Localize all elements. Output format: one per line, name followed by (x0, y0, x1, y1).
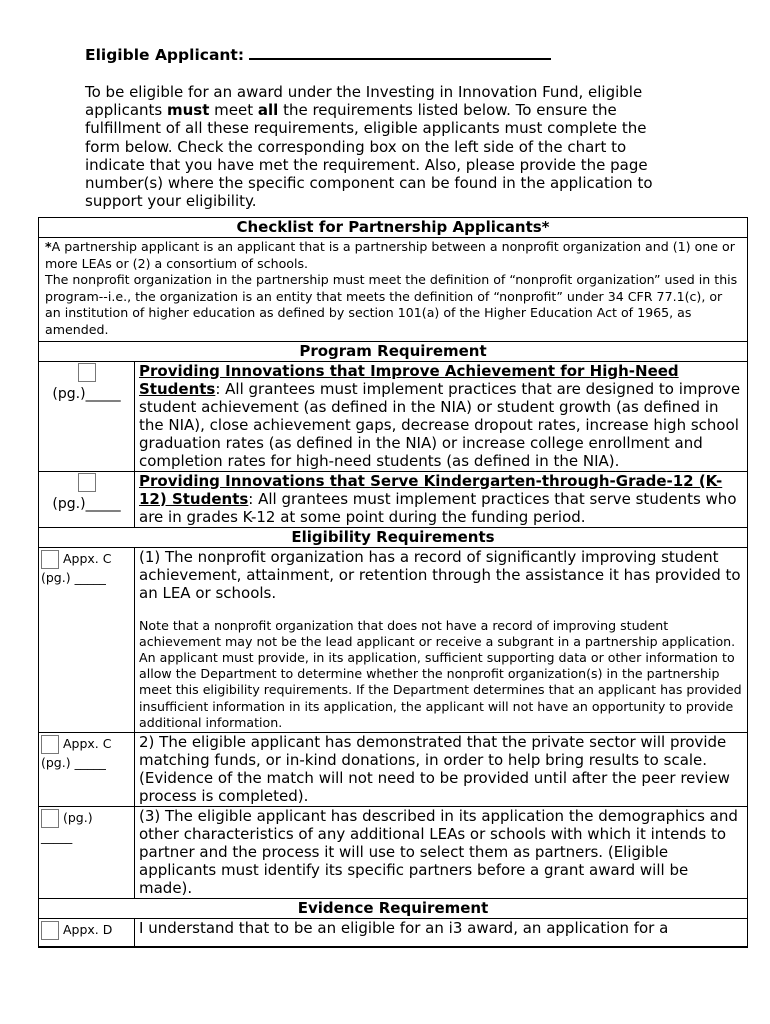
eligibility-2-check-cell (39, 732, 135, 806)
evidence-requirement-heading: Evidence Requirement (39, 898, 748, 918)
program-requirement-heading: Program Requirement (39, 341, 748, 361)
eligibility-1-page-field[interactable]: (pg.) _____ (41, 569, 106, 585)
program-2-body: : All grantees must implement practices that serve students who are in grades K-12 at some point during the funding period. (139, 489, 737, 526)
intro-paragraph (85, 83, 685, 210)
program-2-check-cell (39, 471, 135, 527)
eligibility-2-text (135, 732, 748, 806)
checklist-title: Checklist for Partnership Applicants* (39, 218, 748, 238)
program-row-2 (39, 471, 748, 527)
eligibility-1-check-cell (39, 547, 135, 732)
eligibility-2-appx: Appx. C (62, 735, 112, 751)
evidence-row-1 (39, 918, 748, 947)
eligibility-3-appx: (pg.) (62, 809, 93, 825)
program-1-check-cell (39, 361, 135, 471)
eligibility-2-checkbox[interactable] (41, 735, 59, 754)
program-1-text (135, 361, 748, 471)
program-1-title: Providing Innovations that Improve Achievement for High-Need Students (139, 361, 679, 398)
eligibility-1-note: Note that a nonprofit organization that does not have a record of improving student achievement may not be the lead applicant or receive a subgrant in a partnership application. An applicant must provide, in its application, sufficient supporting data or other information to allow the Department to determine whether the nonprofit organization(s) in the partnership meet this eligibility requirements. If the Department determines that an applicant has provided insufficient information in its application, the applicant will not have an opportunity to provide additional information. (139, 617, 742, 730)
eligibility-1-appx: Appx. C (62, 550, 112, 566)
program-2-page-field[interactable]: (pg.)_____ (52, 495, 121, 512)
eligibility-3-check-cell (39, 806, 135, 898)
intro-text-1: To be eligible for an award under the Investing in Innovation Fund, eligible applicants (85, 83, 643, 120)
intro-text-3: the requirements listed below. To ensure the fulfillment of all these requirements, eligible applicants must complete the form below. Check the corresponding box on the left side of the chart to indicate that you have met the requirement. Also, please provide the page number(s) where the specific component can be found in the application to support your eligibility. (85, 101, 653, 211)
eligible-applicant-field[interactable] (249, 44, 551, 60)
program-1-page-field[interactable]: (pg.)_____ (52, 385, 121, 402)
evidence-1-check-cell (39, 918, 135, 947)
eligible-applicant-header (85, 44, 685, 64)
eligibility-1-text (135, 547, 748, 732)
program-2-title: Providing Innovations that Serve Kindergarten-through-Grade-12 (K-12) Students (139, 471, 723, 508)
eligibility-row-2 (39, 732, 748, 806)
eligibility-row-1 (39, 547, 748, 732)
eligibility-2-page-field[interactable]: (pg.) _____ (41, 754, 106, 770)
program-2-text (135, 471, 748, 527)
evidence-1-checkbox[interactable] (41, 921, 59, 940)
definition-star: * (45, 239, 52, 254)
evidence-1-body: I understand that to be an eligible for an i3 award, an application for a (139, 918, 669, 937)
eligibility-1-body: (1) The nonprofit organization has a record of significantly improving student achievement, attainment, or retention through the assistance it has provided to an LEA or schools. (139, 547, 741, 602)
partnership-definition (39, 238, 748, 342)
eligibility-3-body: (3) The eligible applicant has described in its application the demographics and other characteristics of any additional LEAs or schools with which it intends to partner and the process it will use to select them as partners. (Eligible applicants must identify its specific partners before a grant award will be made). (139, 806, 738, 897)
program-1-body: : All grantees must implement practices that are designed to improve student achievement (as defined in the NIA) or student growth (as defined in the NIA), close achievement gaps, decrease dropout rates, increase high school graduation rates (as defined in the NIA) or increase college enrollment and completion rates for high-need students (as defined in the NIA). (139, 379, 741, 470)
eligibility-2-body: 2) The eligible applicant has demonstrated that the private sector will provide matching funds, or in-kind donations, in order to help bring results to scale. (Evidence of the match will not need to be provided until after the peer review process is completed). (139, 732, 730, 805)
intro-text-2: meet (209, 101, 258, 120)
intro-must: must (166, 101, 210, 120)
definition-text-1: A partnership applicant is an applicant that is a partnership between a nonprofit organization and (1) one or more LEAs or (2) a consortium of schools. (45, 239, 735, 271)
eligibility-requirements-heading: Eligibility Requirements (39, 527, 748, 547)
program-1-checkbox[interactable] (78, 363, 96, 382)
evidence-1-appx: Appx. D (62, 921, 113, 937)
program-row-1 (39, 361, 748, 471)
eligibility-row-3 (39, 806, 748, 898)
program-2-checkbox[interactable] (78, 473, 96, 492)
eligibility-3-page-field[interactable]: _____ (41, 828, 73, 844)
eligibility-3-text (135, 806, 748, 898)
eligibility-3-checkbox[interactable] (41, 809, 59, 828)
definition-text-2: The nonprofit organization in the partnership must meet the definition of “nonprofit organization” used in this program--i.e., the organization is an entity that meets the definition of “nonprofit” under 34 CFR 77.1(c), or an institution of higher education as defined by section 101(a) of the Higher Education Act of 1965, as amended. (45, 272, 738, 337)
eligibility-1-checkbox[interactable] (41, 550, 59, 569)
evidence-1-text (135, 918, 748, 947)
eligible-applicant-label: Eligible Applicant: (85, 46, 245, 64)
intro-all: all (257, 101, 279, 120)
checklist-table (38, 217, 748, 948)
